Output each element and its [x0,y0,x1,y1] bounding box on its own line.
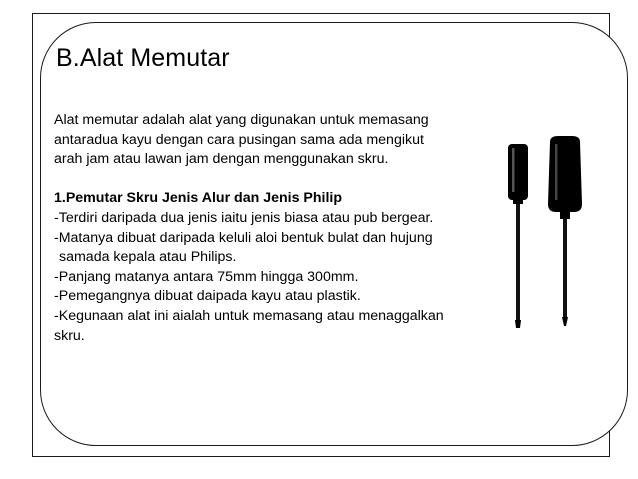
body-text [54,111,504,346]
bullet-line: -Panjang matanya antara 75mm hingga 300mm. [54,268,359,285]
bullet-line-continued: skru. [54,327,85,344]
bullet-line: -Matanya dibuat daripada keluli aloi bentuk bulat dan hujung [54,229,433,246]
intro-line: arah jam atau lawan jam dengan menggunakan skru. [54,151,389,168]
bullet-line-continued: samada kepala atau Philips. [59,249,237,266]
slide-title: B.Alat Memutar [56,44,230,72]
screwdriver-image [500,134,600,334]
bullet-line: -Terdiri daripada dua jenis iaitu jenis biasa atau pub bergear. [54,209,434,226]
bullet-line: -Pemegangnya dibuat daipada kayu atau plastik. [54,288,361,305]
bullet-line: -Kegunaan alat ini aialah untuk memasang atau menaggalkan [54,307,444,324]
philips-screwdriver-icon [548,136,582,326]
intro-line: Alat memutar adalah alat yang digunakan untuk memasang [54,112,429,128]
slotted-screwdriver-icon [508,144,528,328]
paragraph-gap [54,170,504,190]
section-heading: 1.Pemutar Skru Jenis Alur dan Jenis Philip [54,190,343,207]
intro-line: antaradua kayu dengan cara pusingan sama ada mengikut [54,131,424,148]
